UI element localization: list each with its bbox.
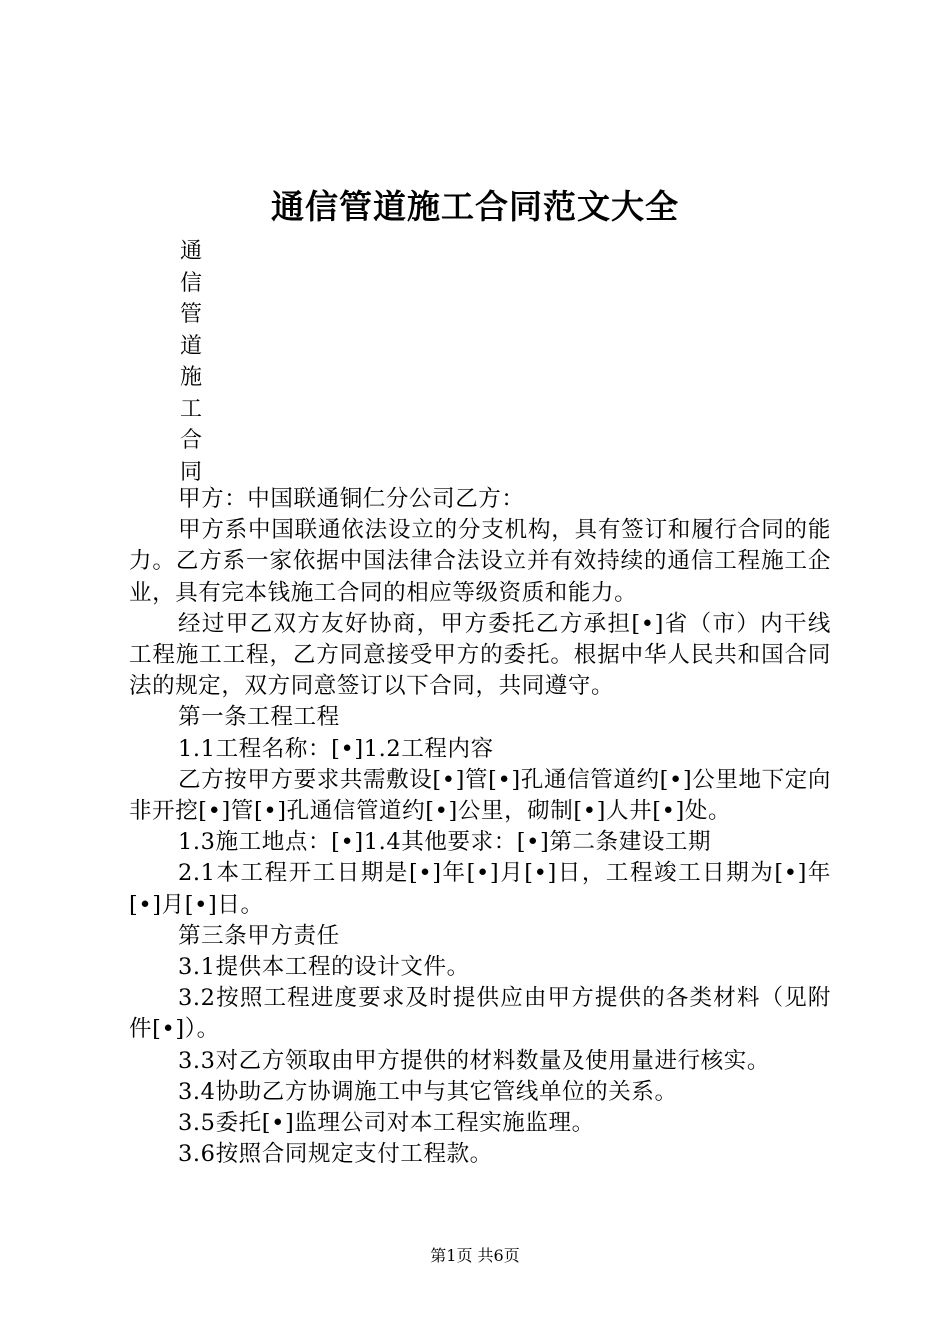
section-heading: 第三条甲方责任 bbox=[178, 922, 340, 949]
vertical-title-column bbox=[180, 236, 210, 488]
vertical-char: 合 bbox=[180, 428, 203, 453]
vertical-char: 工 bbox=[180, 396, 203, 422]
paragraph: 甲方系中国联通依法设立的分支机构，具有签订和履行合同的能力。乙方系一家依据中国法律合法设立并有效持续的通信工程施工企业，具有完本钱施工合同的相应等级资质和能力。 bbox=[129, 517, 831, 606]
paragraph: 经过甲乙双方友好协商，甲方委托乙方承担[•]省（市）内干线工程施工工程，乙方同意接受甲方的委托。根据中华人民共和国合同法的规定，双方同意签订以下合同，共同遵守。 bbox=[129, 610, 831, 700]
vertical-char: 管 bbox=[180, 302, 203, 327]
clause: 2.1本工程开工日期是[•]年[•]月[•]日，工程竣工日期为[•]年[•]月[•]日。 bbox=[129, 860, 831, 918]
party-line: 甲方：中国联通铜仁分公司乙方： bbox=[178, 486, 525, 512]
clause: 3.2按照工程进度要求及时提供应由甲方提供的各类材料（见附件[•]）。 bbox=[129, 985, 831, 1043]
clause: 3.5委托[•]监理公司对本工程实施监理。 bbox=[178, 1110, 595, 1137]
section-heading: 第一条工程工程 bbox=[178, 704, 340, 731]
vertical-char: 通 bbox=[180, 239, 203, 264]
clause: 1.3施工地点：[•]1.4其他要求：[•]第二条建设工期 bbox=[178, 829, 712, 856]
paragraph: 乙方按甲方要求共需敷设[•]管[•]孔通信管道约[•]公里地下定向非开挖[•]管[•]孔通信管道约[•]公里，砌制[•]人井[•]处。 bbox=[129, 766, 831, 825]
clause: 3.4协助乙方协调施工中与其它管线单位的关系。 bbox=[178, 1078, 678, 1105]
vertical-char: 信 bbox=[180, 270, 203, 296]
clause: 3.1提供本工程的设计文件。 bbox=[178, 954, 470, 981]
vertical-char: 施 bbox=[180, 365, 203, 390]
document-body bbox=[129, 484, 831, 1170]
clause: 3.3对乙方领取由甲方提供的材料数量及使用量进行核实。 bbox=[178, 1047, 770, 1074]
document-title: 通信管道施工合同范文大全 bbox=[271, 187, 679, 226]
page-footer: 第1页 共6页 bbox=[430, 1246, 520, 1265]
clause: 1.1工程名称：[•]1.2工程内容 bbox=[178, 735, 494, 762]
vertical-char: 同 bbox=[180, 459, 203, 485]
clause: 3.6按照合同规定支付工程款。 bbox=[178, 1141, 493, 1168]
vertical-char: 道 bbox=[180, 333, 203, 359]
